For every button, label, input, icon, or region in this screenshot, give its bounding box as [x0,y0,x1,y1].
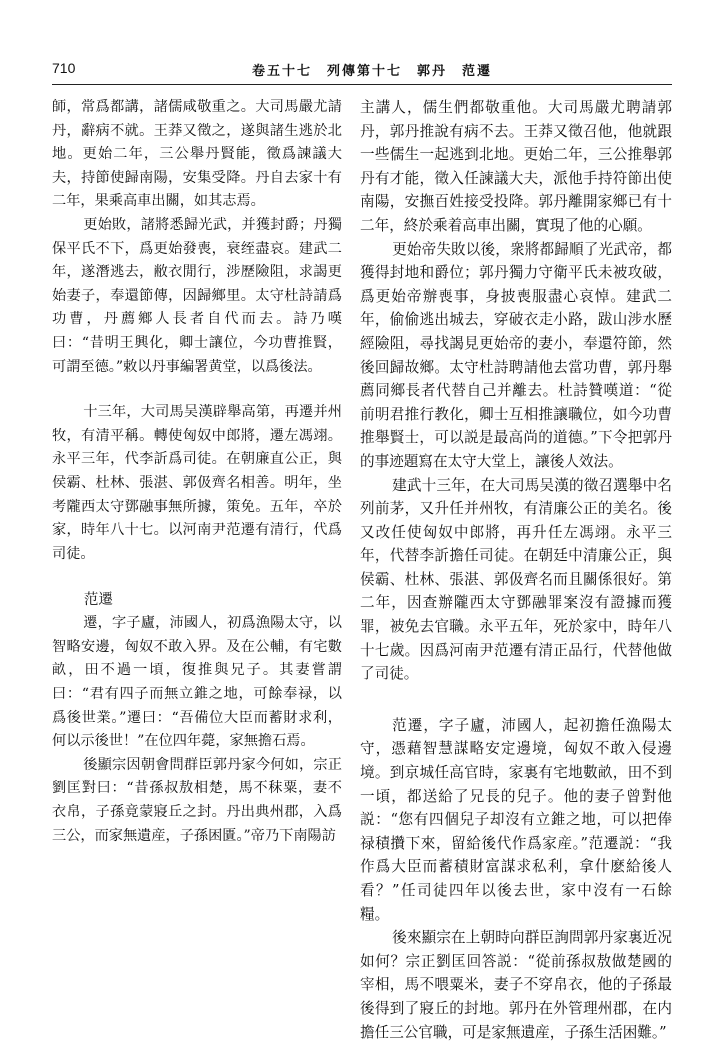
original-paragraph-5: 後顯宗因朝會問群臣郭丹家今何如，宗正劉匡對曰：“昔孫叔敖相楚，馬不秣粟，妻不衣帛，子孫竟蒙寢丘之封。丹出典州郡，入爲三公，而家無遺産，子孫困匱。”帝乃下南陽訪 [52,756,342,844]
translation-paragraph-5: 後來顯宗在上朝時向群臣詢問郭丹家裏近况如何？宗正劉匡回答説：“從前孫叔敖做楚國的宰相，馬不喂粟米，妻子不穿帛衣，他的子孫最後得到了寢丘的封地。郭丹在外管理州郡，在内擔任三公官職，可是家無遺産，子孫生活困難。” [360,929,672,1041]
original-text-column [52,96,342,976]
page-number: 710 [52,60,76,76]
original-paragraph-3: 十三年，大司馬吴漢辟舉高第，再遷并州牧，有清平稱。轉使匈奴中郎將，遷左馮翊。永平三年，代李訢爲司徒。在朝廉直公正，與侯霸、杜林、張湛、郭伋齊名相善。明年，坐考隴西太守鄧融事無所據，策免。五年，卒於家，時年八十七。以河南尹范遷有清行，代爲司徒。 [52,404,342,562]
original-paragraph-4: 遷，字子廬，沛國人，初爲漁陽太守，以智略安邊，匈奴不敢入界。及在公輔，有宅數畝，田不過一頃，復推與兄子。其妻嘗謂曰：“君有四子而無立錐之地，可餘奉禄，以爲後世業。”遷曰：“吾備位大臣而蓄財求利，何以示後世！”在位四年薨，家無擔石焉。 [52,615,342,750]
translation-paragraph-2: 更始帝失敗以後，衆將都歸順了光武帝，都獲得封地和爵位；郭丹獨力守衛平氏未被攻破，爲更始帝辦喪事，身披喪服盡心哀悼。建武二年，偷偷逃出城去，穿破衣走小路，跋山涉水歷經險阻，尋找謁見更始帝的妻小，奉還符節，然後回歸故鄉。太守杜詩聘請他去當功曹，郭丹舉薦同鄉長者代替自己并離去。杜詩贊嘆道：“從前明君推行教化，卿士互相推讓職位，如今功曹推舉賢士，可以説是最高尚的道德。”下令把郭丹的事迹題寫在太守大堂上，讓後人效法。 [360,240,672,470]
translation-column [360,96,672,1041]
translation-paragraph-4: 范遷，字子廬，沛國人，起初擔任漁陽太守，憑藉智慧謀略安定邊境，匈奴不敢入侵邊境。到京城任高官時，家裏有宅地數畝，田不到一頃，都送給了兄長的兒子。他的妻子曾對他説：“您有四個兒子却沒有立錐之地，可以把俸禄積攢下來，留給後代作爲家産。”范遷説：“我作爲大臣而蓄積財富謀求私利，拿什麽給後人看？”任司徒四年以後去世，家中沒有一石餘糧。 [360,716,672,923]
section-heading: 范遷 [83,592,113,609]
translation-paragraph-1: 主講人，儒生們都敬重他。大司馬嚴尤聘請郭丹，郭丹推說有病不去。王莽又徵召他，他就跟一些儒生一起逃到北地。更始二年，三公推舉郭丹有才能，徵入任諫議大夫，派他手持符節出使南陽，安撫百姓接受投降。郭丹離開家鄉已有十二年，終於乘着高車出關，實現了他的心願。 [360,99,672,234]
original-paragraph-2: 更始敗，諸將悉歸光武，并獲封爵；丹獨保平氏不下，爲更始發喪，衰绖盡哀。建武二年，遂潛逃去，敝衣閒行，涉歷險阻，求謁更始妻子，奉還節傳，因歸鄉里。太守杜詩請爲功曹，丹薦鄉人長者自代而去。詩乃嘆曰：“昔明王興化，卿士讓位，今功曹推賢，可謂至德。”敕以丹事編署黄堂，以爲後法。 [52,216,342,375]
page-header [52,56,672,84]
header-rule [52,84,672,85]
original-paragraph-1: 師，常爲都講，諸儒咸敬重之。大司馬嚴尤請丹，辭病不就。王莽又徵之，遂與諸生逃於北地。更始二年，三公舉丹賢能，徵爲諫議大夫，持節使歸南陽，安集受降。丹自去家十有二年，果乘高車出關，如其志焉。 [52,99,342,210]
running-title: 卷五十七 列傳第十七 郭丹 范遷 [252,64,493,79]
translation-paragraph-3: 建武十三年，在大司馬吴漢的徵召選舉中名列前茅，又升任并州牧，有清廉公正的美名。後又改任使匈奴中郎將，再升任左馮翊。永平三年，代替李訢擔任司徒。在朝廷中清廉公正，與侯霸、杜林、張湛、郭伋齊名而且關係很好。第二年，因查辦隴西太守鄧融罪案沒有證據而獲罪，被免去官職。永平五年，死於家中，時年八十七歲。因爲河南尹范遷有清正品行，代替他做了司徒。 [360,476,672,683]
